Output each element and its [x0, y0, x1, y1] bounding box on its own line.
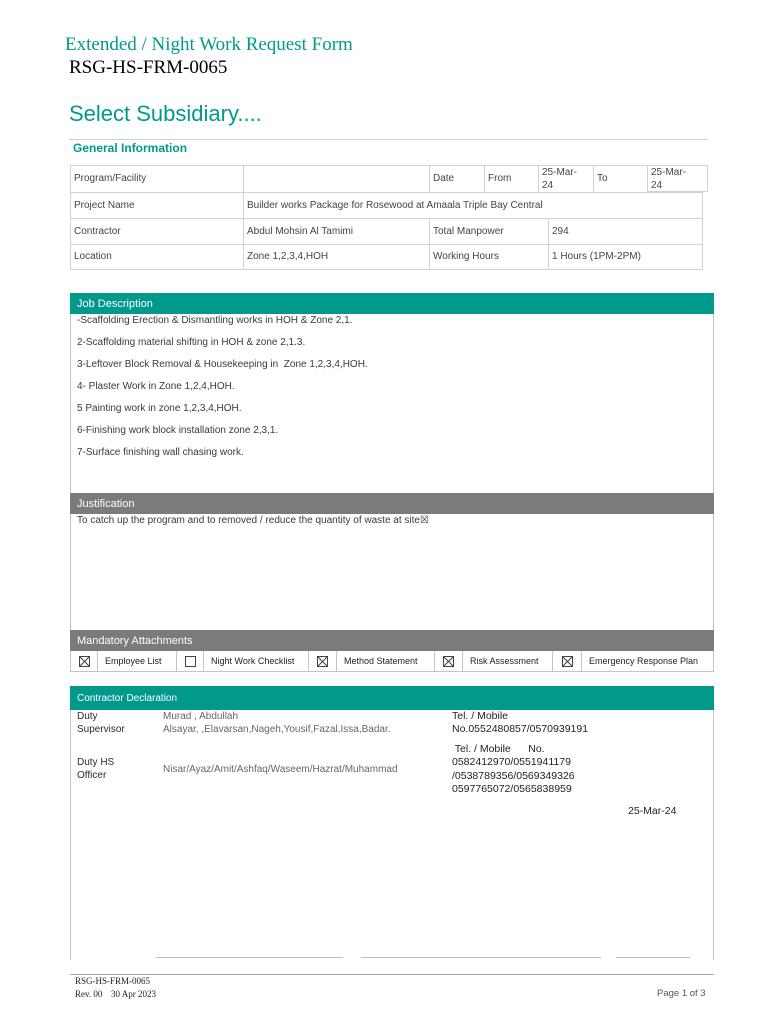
program-facility-field[interactable]: [243, 165, 429, 192]
method-statement-label: Method Statement: [336, 651, 434, 672]
working-hours-label: Working Hours: [429, 244, 548, 270]
signature-line-date[interactable]: [616, 957, 690, 958]
risk-assessment-checkbox-cell: [434, 651, 462, 672]
to-label: To: [593, 165, 647, 192]
signature-line-signature[interactable]: [361, 957, 601, 958]
signature-line-name[interactable]: [156, 957, 343, 958]
justification-heading: Justification: [77, 497, 135, 510]
justification-header: [70, 493, 714, 514]
duty-hs-officer-label: Duty HS Officer: [77, 757, 115, 781]
declaration-date: 25-Mar-24: [628, 805, 677, 817]
risk-assessment-checkbox[interactable]: [443, 656, 454, 667]
contractor-declaration-heading: Contractor Declaration: [77, 692, 178, 704]
risk-assessment-label: Risk Assessment: [462, 651, 552, 672]
general-information-table: [70, 165, 708, 270]
employee-list-checkbox-cell: [70, 651, 97, 672]
to-date-field[interactable]: [647, 165, 708, 192]
job-description-list: [77, 314, 368, 468]
working-hours-field[interactable]: 1 Hours (1PM-2PM): [548, 244, 703, 270]
employee-list-checkbox[interactable]: [79, 656, 90, 667]
duty-supervisor-label: Duty Supervisor: [77, 711, 125, 735]
duty-hs-officer-names: Nisar/Ayaz/Amit/Ashfaq/Waseem/Hazrat/Muhammad: [163, 764, 398, 775]
from-date-value: 25-Mar-24: [542, 167, 578, 191]
night-work-checklist-label: Night Work Checklist: [203, 651, 308, 672]
mandatory-attachments-header: [70, 630, 714, 651]
emergency-response-plan-checkbox-cell: [552, 651, 581, 672]
total-manpower-label: Total Manpower: [429, 218, 548, 244]
form-code: RSG-HS-FRM-0065: [69, 57, 228, 78]
night-work-checklist-checkbox-cell: [176, 651, 203, 672]
job-description-item: -Scaffolding Erection & Dismantling works in HOH & Zone 2,1.: [77, 315, 353, 326]
emergency-response-plan-label: Emergency Response Plan: [581, 651, 714, 672]
job-description-item: 4- Plaster Work in Zone 1,2,4,HOH.: [77, 381, 235, 392]
footer-revision: Rev. 00: [75, 989, 103, 999]
contractor-declaration-header: [70, 686, 714, 710]
subsidiary-select[interactable]: Select Subsidiary....: [69, 101, 262, 126]
project-name-field[interactable]: Builder works Package for Rosewood at Amaala Triple Bay Central: [243, 192, 703, 218]
date-label: Date: [429, 165, 484, 192]
job-description-item: 3-Leftover Block Removal & Housekeeping in Zone 1,2,3,4,HOH.: [77, 359, 368, 370]
to-date-value: 25-Mar-24: [651, 166, 687, 191]
general-information-heading: General Information: [73, 141, 188, 155]
method-statement-checkbox-cell: [308, 651, 336, 672]
project-name-label: Project Name: [70, 192, 243, 218]
duty-supervisor-tel: Tel. / Mobile No.0552480857/0570939191: [452, 710, 589, 736]
job-description-item: 2-Scaffolding material shifting in HOH & zone 2,1.3.: [77, 337, 306, 348]
program-facility-label: Program/Facility: [70, 165, 243, 192]
footer-divider: [70, 974, 714, 975]
method-statement-checkbox[interactable]: [317, 656, 328, 667]
duty-supervisor-names: Murad , Abdullah Alsayar, ,Elavarsan,Nageh,Yousif,Fazal,Issa,Badar.: [163, 711, 391, 735]
from-date-field[interactable]: [538, 165, 593, 192]
justification-box[interactable]: [70, 514, 714, 630]
footer-page-number: Page 1 of 3: [657, 988, 706, 999]
night-work-checklist-checkbox[interactable]: [185, 656, 196, 667]
footer-form-code: RSG-HS-FRM-0065: [75, 976, 151, 986]
justification-text: To catch up the program and to removed / reduce the quantity of waste at site☒: [77, 515, 429, 526]
job-description-header: [70, 293, 714, 314]
job-description-item: 5 Painting work in zone 1,2,3,4,HOH.: [77, 403, 242, 414]
job-description-item: 7-Surface finishing wall chasing work.: [77, 447, 244, 458]
contractor-declaration-box: [70, 710, 714, 960]
employee-list-label: Employee List: [97, 651, 176, 672]
form-title: Extended / Night Work Request Form: [65, 34, 353, 55]
footer-revision-date: 30 Apr 2023: [111, 989, 156, 999]
total-manpower-field[interactable]: 294: [548, 218, 703, 244]
contractor-field[interactable]: Abdul Mohsin Al Tamimi: [243, 218, 429, 244]
location-label: Location: [70, 244, 243, 270]
emergency-response-plan-checkbox[interactable]: [562, 656, 573, 667]
job-description-item: 6-Finishing work block installation zone 2,3,1.: [77, 425, 279, 436]
from-label: From: [484, 165, 538, 192]
location-field[interactable]: Zone 1,2,3,4,HOH: [243, 244, 429, 270]
contractor-label: Contractor: [70, 218, 243, 244]
duty-hs-officer-tel: Tel. / Mobile No. 0582412970/0551941179 /0538789356/0569349326 0597765072/0565838959: [452, 743, 575, 795]
job-description-heading: Job Description: [77, 297, 153, 310]
mandatory-attachments-heading: Mandatory Attachments: [77, 634, 193, 647]
